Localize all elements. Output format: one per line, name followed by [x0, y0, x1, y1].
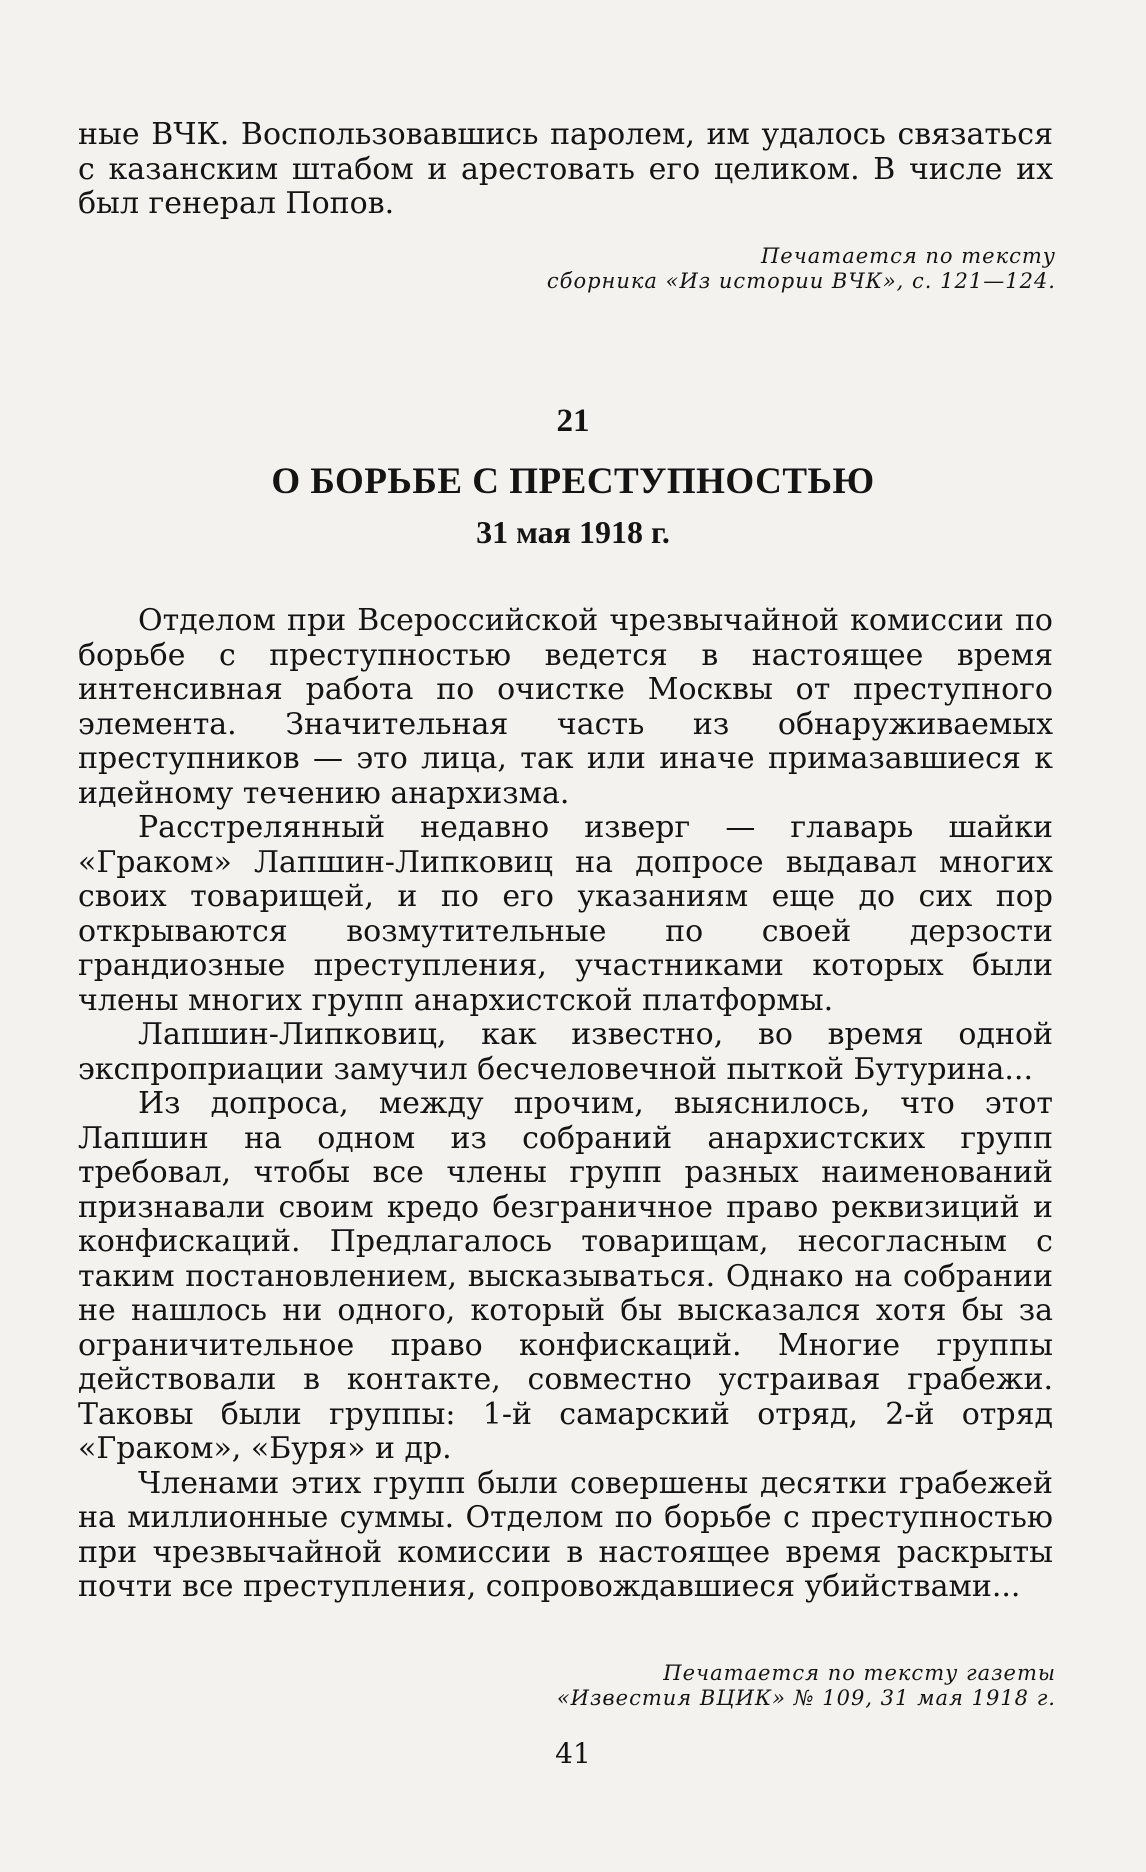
body-paragraph: Лапшин-Липковиц, как известно, во время одной экспроприации замучил бесчеловечной пыткой Бутурина...: [78, 1017, 1053, 1087]
body-paragraph: Расстрелянный недавно изверг — главарь шайки «Граком» Лапшин-Липковиц на допросе выдавал многих своих товарищей, и по его указаниям еще до сих пор открываются возмутительные по своей дерзости грандиозные преступления, участниками которых были члены многих групп анархистской платформы.: [78, 810, 1053, 1018]
document-source-note: [557, 1661, 1056, 1711]
document-source-line-2: «Известия ВЦИК» № 109, 31 мая 1918 г.: [556, 1686, 1056, 1710]
page-number: 41: [555, 1737, 591, 1770]
body-paragraph: Членами этих групп были совершены десятки грабежей на миллионные суммы. Отделом по борьбе с преступностью при чрезвычайной комиссии в настоящее время раскрыты почти все преступления, сопровождавшиеся убийствами...: [78, 1465, 1053, 1604]
document-number: 21: [556, 403, 590, 439]
document-title: О БОРЬБЕ С ПРЕСТУПНОСТЬЮ: [271, 461, 875, 502]
top-source-note: [547, 244, 1056, 294]
document-body: [78, 604, 1053, 1605]
body-paragraph: Из допроса, между прочим, выяснилось, что этот Лапшин на одном из собраний анархистских групп требовал, чтобы все члены групп разных наименований признавали своим кредо безграничное право реквизиций и конфискаций. Предлагалось товарищам, несогласным с таким постановлением, высказываться. Однако на собрании не нашлось ни одного, который бы высказался хотя бы за ограничительное право конфискаций. Многие группы действовали в контакте, совместно устраивая грабежи. Таковы были группы: 1-й самарский отряд, 2-й отряд «Граком», «Буря» и др.: [78, 1086, 1053, 1466]
top-source-line-1: Печатается по тексту: [760, 244, 1056, 268]
body-paragraph: Отделом при Всероссийской чрезвычайной комиссии по борьбе с преступностью ведется в настоящее время интенсивная работа по очистке Москвы от преступного элемента. Значительная часть из обнаруживаемых преступников — это лица, так или иначе примазавшиеся к идейному течению анархизма.: [78, 603, 1053, 811]
document-date: 31 мая 1918 г.: [476, 514, 670, 550]
continued-paragraph: ные ВЧК. Воспользовавшись паролем, им удалось связаться с казанским штабом и арестовать его целиком. В числе их был генерал Попов.: [78, 117, 1053, 221]
continued-text-block: [78, 118, 1053, 222]
document-source-line-1: Печатается по тексту газеты: [663, 1661, 1056, 1685]
top-source-line-2: сборника «Из истории ВЧК», с. 121—124.: [546, 269, 1056, 293]
